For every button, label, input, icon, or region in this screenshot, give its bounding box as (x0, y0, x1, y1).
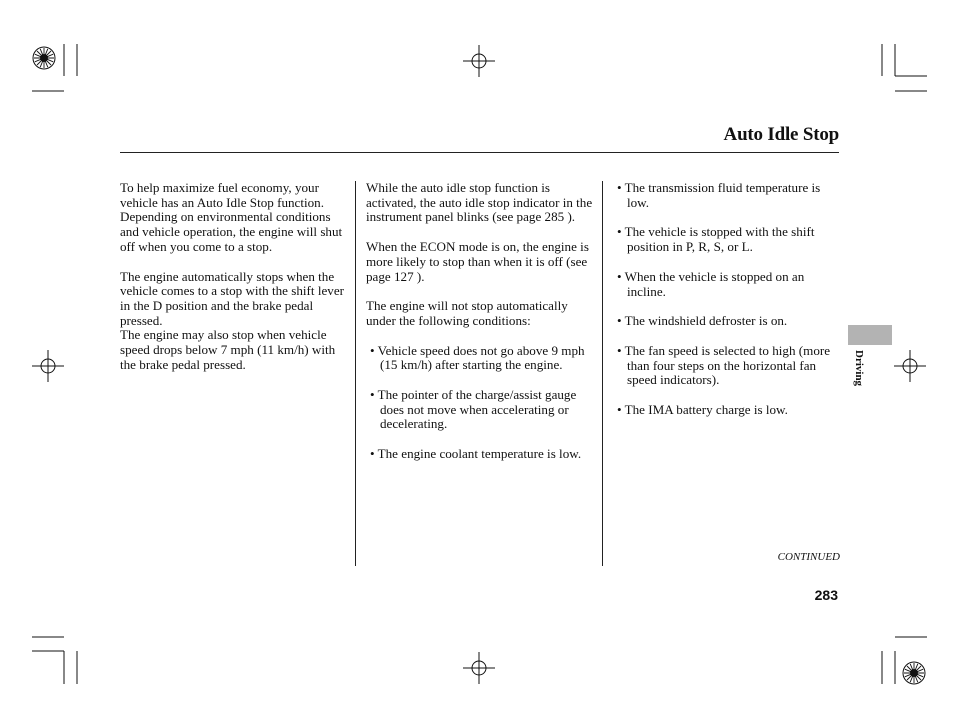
column-divider (602, 181, 603, 566)
column-conditions (366, 181, 594, 477)
title-rule (120, 152, 839, 153)
bullet-glyph: • (617, 342, 622, 358)
bullet-glyph: • (617, 268, 622, 284)
paragraph: While the auto idle stop function is activated, the auto idle stop indicator in the instrument panel blinks (see page 285 ). (366, 180, 593, 225)
paragraph: The engine automatically stops when the vehicle comes to a stop with the shift lever in the D position and the brake pedal pressed. (120, 268, 344, 328)
list-item-text: When the vehicle is stopped on an incline. (624, 268, 805, 299)
list-item-text: Vehicle speed does not go above 9 mph (15 km/h) after starting the engine. (377, 342, 585, 373)
paragraph: The engine may also stop when vehicle speed drops below 7 mph (11 km/h) with the brake pedal pressed. (120, 327, 336, 372)
bullet-glyph: • (617, 180, 622, 195)
paragraph: When the ECON mode is on, the engine is more likely to stop than when it is off (see page 127 ). (366, 239, 589, 284)
bullet-glyph: • (370, 446, 375, 462)
column-divider (355, 181, 356, 566)
column-intro (120, 181, 348, 387)
continued-label: CONTINUED (777, 551, 840, 563)
list-item-text: The transmission fluid temperature is low. (624, 180, 821, 210)
bullet-glyph: • (617, 224, 622, 240)
list-item (370, 447, 594, 462)
bullet-glyph: • (617, 313, 622, 329)
list-item (617, 344, 842, 388)
list-item (370, 388, 594, 432)
list-item-text: The windshield defroster is on. (624, 313, 788, 329)
bullet-glyph: • (370, 387, 375, 403)
section-label: Driving (853, 350, 865, 387)
list-item (617, 270, 842, 299)
list-item (617, 403, 842, 418)
list-item (617, 225, 842, 254)
paragraph: The engine will not stop automatically under the following conditions: (366, 298, 568, 328)
list-item (617, 181, 842, 210)
page-title: Auto Idle Stop (723, 124, 839, 145)
list-item-text: The vehicle is stopped with the shift position in P, R, S, or L. (624, 224, 815, 255)
section-tab (848, 325, 892, 345)
column-more-conditions (617, 181, 842, 433)
list-item-text: The pointer of the charge/assist gauge does not move when accelerating or decelerating. (377, 387, 577, 432)
bullet-glyph: • (370, 342, 375, 358)
list-item (617, 314, 842, 329)
list-item-text: The engine coolant temperature is low. (377, 446, 582, 462)
list-item-text: The IMA battery charge is low. (624, 402, 788, 418)
paragraph: To help maximize fuel economy, your vehicle has an Auto Idle Stop function. Depending on environmental conditions and vehicle operation, the engine will shut off when you come to a stop. (120, 180, 343, 254)
list-item (370, 344, 594, 373)
page-number: 283 (814, 587, 838, 603)
list-item-text: The fan speed is selected to high (more than four steps on the horizontal fan speed indicators). (624, 342, 831, 388)
bullet-glyph: • (617, 402, 622, 418)
